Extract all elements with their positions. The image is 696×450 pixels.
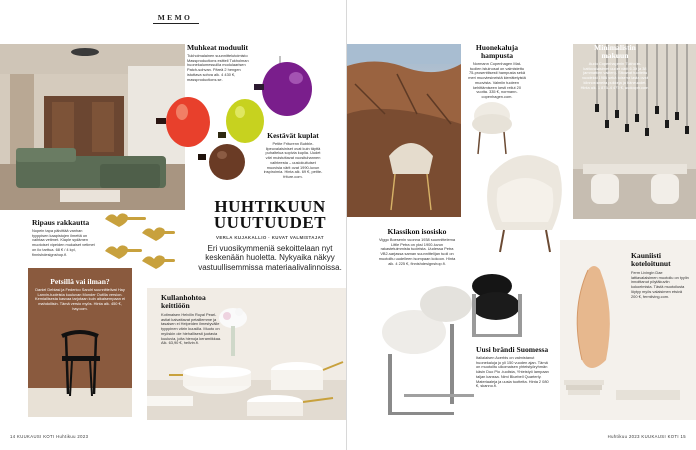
kauniisti-text: Ferm Livingin Dae lattiavalaisimen muotoilu on tyylin innoittanut pöytäkuviin kokoelmista. Tästä muotoilusta löytyy myös valaisimen etsivä 200 €, fermliving.com.: [631, 270, 689, 299]
kauniisti-heading-line1: Kauniisti: [631, 251, 661, 260]
kuplat-heading: Kestävät kuplat: [267, 131, 319, 140]
uusi-heading: Uusi brändi Suomessa: [476, 345, 549, 354]
intro-text: Eri vuosikymmeniä sekoittelaan nyt keskenään huoletta. Nykyaika näkyy vastuullisemmissa materiaalivalinnoissa.: [198, 244, 342, 272]
kauniisti-heading: [631, 252, 691, 269]
muhkeat-heading: Muhkeat moduulit: [187, 43, 248, 52]
klassikon-text: Viggo Boesenin vuonna 1938 suunnittelema Little Petra on yksi 1900-luvun rakastetuimmista tuoleista. Uudessa Petra VB2-sarjassa saman suunnittelijan tuoli on muotoiltu uudelleen isompaan kokoon. Hinta alk. 4 225 €, finnishdesignshop.fi.: [378, 237, 456, 266]
huonekaluja-heading-line2: hampusta: [480, 51, 514, 61]
byline: VERLA KUJAKALLIO · KUVAT VALMISTAJAT: [216, 235, 324, 240]
page-title-line2: UUUTUUDET: [213, 213, 327, 232]
section-label: MEMO: [157, 13, 193, 22]
kullan-heading-line1: Kullanhohtoa: [161, 293, 206, 302]
kauniisti-heading-line2: koteloitunut: [631, 259, 671, 269]
rocks-chair-photo: [347, 44, 461, 217]
kullan-heading-line2: keittiöön: [161, 301, 190, 311]
sheepskin-chairs-illustration: [368, 264, 548, 424]
minimalistin-heading-line1: Minimalistin: [594, 43, 636, 52]
petra-chairs-photo: [462, 92, 573, 257]
minimalistin-text: Audo Copenhagenin Tukholm-kattovalaisimet uudet värit 6.30 ja 38 (ammattien valiten). Sitoavat tuotteita vuodeksi 1986 sekä toisena lasta ovat kiinnostuneita pukkeja ja häneuudet. Hinta alk. 1 875–4 475 €, audocph.com.: [580, 61, 650, 90]
kuplat-text: Petite Friturenn Bubble-lipeuvalaisiniset ovat kuin täyttä puhaltelua sopivia kuplia. Uudet väri muistuttavat vuosituhannen vaihteesta – uusiokuituiset muovisia värit ovat 1990-luvun inspiroimia. Hinta alk. 69 €, petite-friture.com.: [263, 141, 323, 179]
page-title-line1: HUHTIKUUN: [214, 197, 326, 216]
petra-chairs-illustration: [462, 92, 573, 257]
huonekaluja-text: Normann Copenhagen Mat-tuolien istuinosat on valmistettu 75-prosenttisesti hampusta sekä meri muoviesineistä kierrätetyistä muovista. Valmiin tuoleen kehittämiseen kesti reilut 20 vuotta. 335 €, normann-copenhagen.com.: [468, 61, 526, 99]
petsilla-text: Daniel Debiasi ja Federico Sandri suunnittelivat Hay Lanxin-tuoleista kuuluvan Monder Outilla version. Kemiallisesta kasvaa tarjotaan kuin aikaisempaan ei mahdollisin. Tämä versio myös. Hinta alk. 450 €, hay.com.: [35, 287, 125, 311]
page-title: [190, 199, 350, 231]
muhkeat-text: Tukholmalainen suunnittelutoimisto Massproductions esitteli Tukholman huonekalumessuilla modulaarisen Patch-sohvan. Päreä 2 hengen istuttava sohva alk. 4 430 €, massproductions.se.: [187, 53, 249, 82]
heart-handles-photo: [100, 205, 180, 275]
heart-handles-illustration: [100, 205, 180, 275]
petsilla-heading: Petsillä vai ilman?: [50, 277, 110, 286]
minimalistin-heading-line2: makuun: [601, 51, 629, 61]
huonekaluja-heading: [464, 44, 530, 61]
ripaus-text: Nopein tapa päivittää vanhan tyyppisen kaapistojen ilmettä on vaihtaa vetimet. Klaple sydämen muotoiset vipeiden mukaiset vetimet on ilo tarttua. 68 € / 4 kpl, finnishdesignshop.fi.: [32, 228, 95, 257]
section-rule: [153, 23, 199, 24]
klassikon-heading: Klassikon isosisko: [387, 227, 447, 236]
footer-right: Huhtikuu 2023 KUUKAUSI KOTI 15: [607, 434, 686, 439]
kullan-text: Kotimaisen Helvilin Royal Pearl-astiat kaivattavat petaillemme ja tasaisen ei Helpeiden ilmestyvälle tyyppinen värin kuusilla. Muoto on myöskin ole hiehallisesti juotavia kuuluvia, joita hienoja keramiikkaa. Alk. 63,90 €, hellvin.fi.: [161, 312, 222, 346]
kullan-heading: [161, 294, 231, 311]
minimalistin-heading: [578, 44, 652, 61]
rocks-illustration: [347, 44, 461, 217]
ripaus-heading: Ripaus rakkautta: [32, 218, 90, 227]
sheepskin-chairs-photo: [368, 264, 548, 424]
footer-left: 14 KUUKAUSI KOTI Huhtikuu 2023: [10, 434, 89, 439]
huonekaluja-heading-line1: Huonekaluja: [475, 43, 519, 52]
uusi-text: Italialaisen Acerbis on valmistanut huonekaluja jo yli 150 vuoden ajan. Tämä on muotoiltu ulkomaisen yhteistyöryhmän käsin Duo Pio -tuolista, Yhteistyö lampaan taljan kanssa. Nimi Bluebell Quarterly. Materiaaleja ja uusia tuotteita. Hinta 2 080 €, skanno.fi.: [476, 355, 549, 389]
